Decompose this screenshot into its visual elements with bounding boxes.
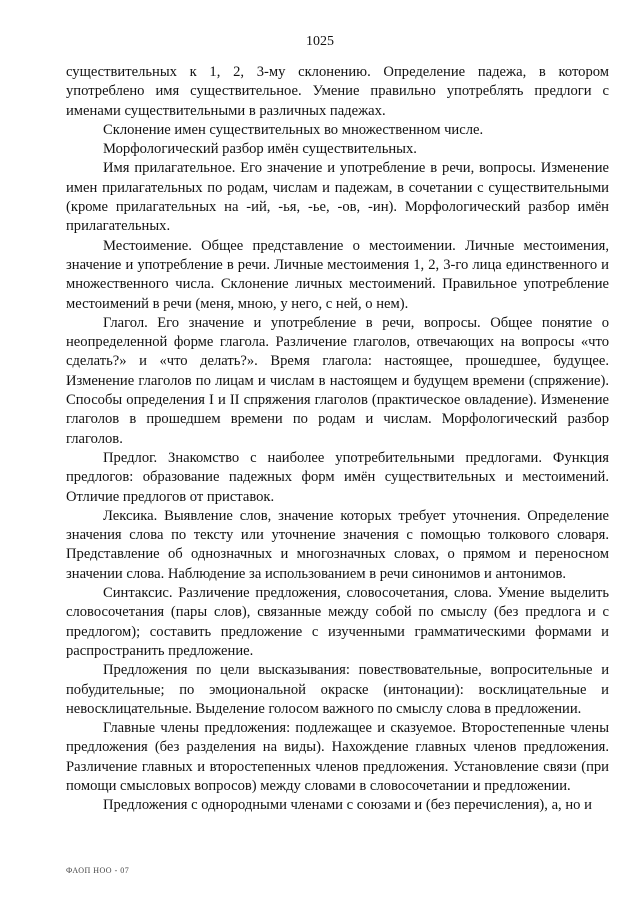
page-body <box>66 63 609 816</box>
paragraph-noun-plural-declension: Склонение имен существительных во множественном числе. <box>103 121 484 138</box>
paragraph-sentence-members: Главные члены предложения: подлежащее и сказуемое. Второстепенные члены предложения (без разделения на виды). Нахождение главных членов предложения. Различение главных и второстепенных членов предложения. Установление связи (при помощи смысловых вопросов) между словами в словосочетании и предложении. <box>66 720 609 794</box>
paragraph-lexicon: Лексика. Выявление слов, значение которых требует уточнения. Определение значения слова по тексту или уточнение значения с помощью толкового словаря. Представление об однозначных и многозначных словах, о прямом и переносном значении слова. Наблюдение за использованием в речи синонимов и антонимов. <box>66 507 609 582</box>
paragraph-verb: Глагол. Его значение и употребление в речи, вопросы. Общее понятие о неопределенной форме глагола. Различение глаголов, отвечающих на вопросы «что сделать?» и «что делать?». Время глагола: настоящее, прошедшее, будущее. Изменение глаголов по лицам и числам в настоящем и будущем времени (спряжение). Способы определения I и II спряжения глаголов (практическое овладение). Изменение глаголов в прошедшем времени по родам и числам. Морфологический разбор глаголов. <box>66 314 609 447</box>
paragraph-adjective: Имя прилагательное. Его значение и употребление в речи, вопросы. Изменение имен прилагательных по родам, числам и падежам, в сочетании с существительными (кроме прилагательных на -ий, -ья, -ье, -ов, -ин). Морфологический разбор имён прилагательных. <box>66 160 609 235</box>
paragraph-syntax: Синтаксис. Различение предложения, словосочетания, слова. Умение выделить словосочетания (пары слов), связанные между собой по смыслу (без предлога и с предлогом); составить предложение с изученными грамматическими формами и распространить предложение. <box>66 585 609 659</box>
paragraph-pronoun: Местоимение. Общее представление о местоимении. Личные местоимения, значение и употребление в речи. Личные местоимения 1, 2, 3-го лица единственного и множественного числа. Склонение личных местоимений. Правильное употребление местоимений в речи (меня, мною, у него, с ней, о нем). <box>66 237 609 312</box>
paragraph-preposition: Предлог. Знакомство с наиболее употребительными предлогами. Функция предлогов: образование падежных форм имён существительных и местоимений. Отличие предлогов от приставок. <box>66 449 609 505</box>
paragraph-noun-morphology: Морфологический разбор имён существительных. <box>103 141 417 158</box>
page-number: 1025 <box>306 34 334 49</box>
paragraph-sentence-purpose: Предложения по цели высказывания: повествовательные, вопросительные и побудительные; по эмоциональной окраске (интонации): восклицательные и невосклицательные. Выделение голосом важного по смыслу слова в предложении. <box>66 662 609 717</box>
footer-document-code: ФАОП НОО - 07 <box>66 866 130 875</box>
paragraph-noun-cases-continued: существительных к 1, 2, 3-му склонению. Определение падежа, в котором употреблено имя существительное. Умение правильно употреблять предлоги с именами существительными в различных падежах. <box>66 64 609 119</box>
paragraph-homogeneous-members: Предложения с однородными членами с союзами и (без перечисления), а, но и <box>103 797 592 814</box>
